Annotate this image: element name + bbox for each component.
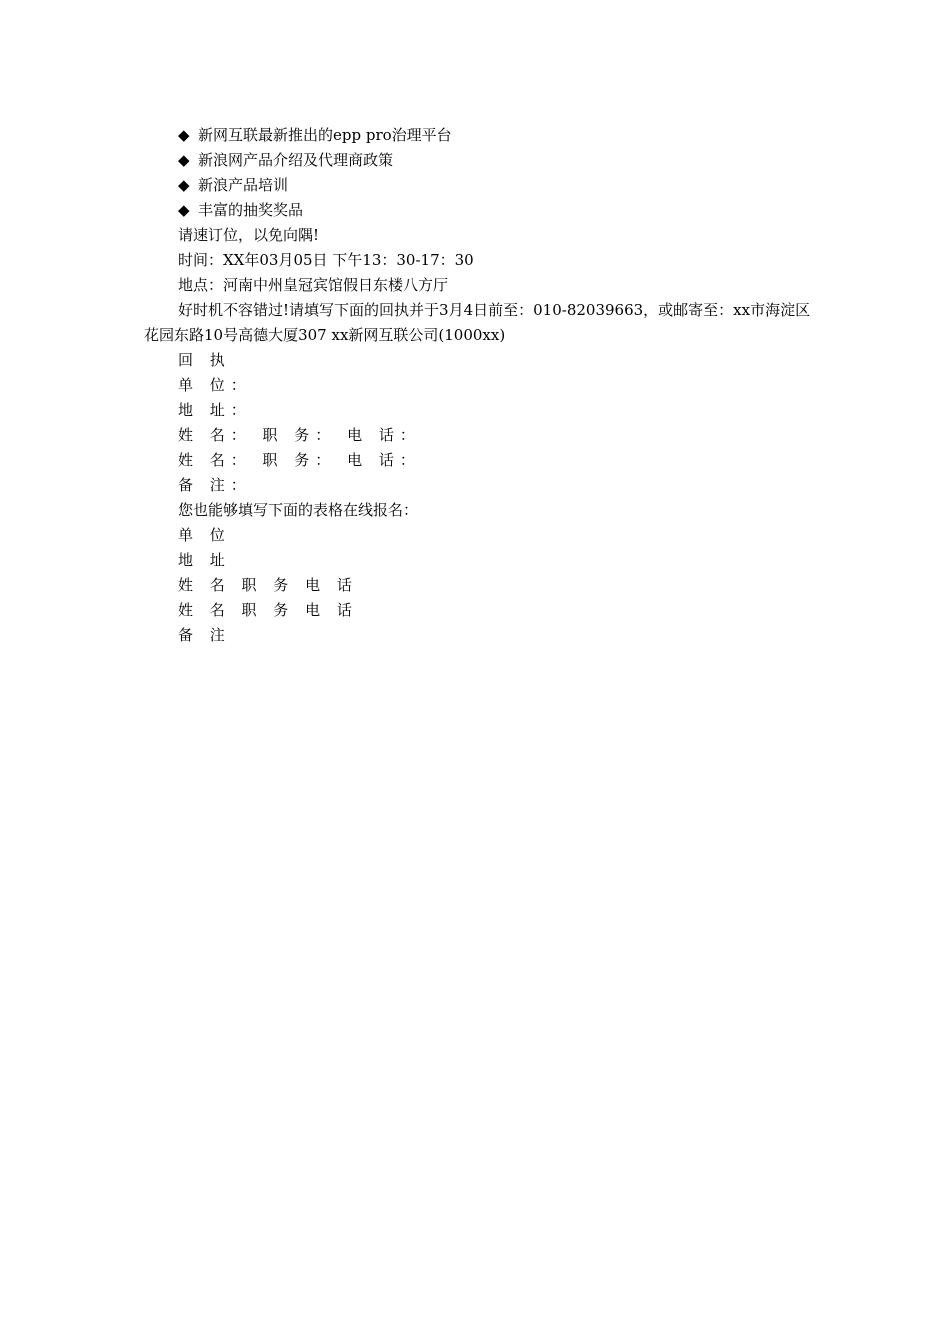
reply-form-title: 回 执: [178, 351, 231, 369]
bullet-text: 新网互联最新推出的epp pro治理平台: [198, 126, 452, 144]
online-remarks-label: 备 注: [178, 626, 231, 644]
reply-address-label: 地 址：: [178, 401, 252, 419]
online-unit-label: 单 位: [178, 526, 231, 544]
diamond-bullet-icon: ◆: [178, 201, 190, 219]
diamond-bullet-icon: ◆: [178, 151, 190, 169]
bullet-item: [144, 173, 814, 198]
diamond-bullet-icon: ◆: [178, 176, 190, 194]
bullet-item: [144, 198, 814, 223]
bullet-text: 新浪产品培训: [198, 176, 289, 194]
book-now-text: 请速订位，以免向隅!: [178, 226, 320, 244]
event-time: 时间：XX年03月05日 下午13：30-17：30: [178, 251, 474, 269]
document-page: [144, 123, 814, 648]
bullet-item: [144, 148, 814, 173]
bullet-item: [144, 123, 814, 148]
instructions-paragraph: 好时机不容错过!请填写下面的回执并于3月4日前至：010-82039663，或邮寄至：xx市海淀区花园东路10号高德大厦307 xx新网互联公司(1000xx): [144, 301, 811, 344]
bullet-text: 新浪网产品介绍及代理商政策: [198, 151, 394, 169]
reply-person-row: 姓 名： 职 务： 电 话：: [178, 451, 421, 469]
reply-remarks-label: 备 注：: [178, 476, 252, 494]
reply-person-row: 姓 名： 职 务： 电 话：: [178, 426, 421, 444]
online-person-row: 姓 名 职 务 电 话: [178, 601, 358, 619]
reply-unit-label: 单 位：: [178, 376, 252, 394]
diamond-bullet-icon: ◆: [178, 126, 190, 144]
online-form-intro: 您也能够填写下面的表格在线报名：: [178, 501, 419, 519]
online-address-label: 地 址: [178, 551, 231, 569]
online-person-row: 姓 名 职 务 电 话: [178, 576, 358, 594]
event-place: 地点：河南中州皇冠宾馆假日东楼八方厅: [178, 276, 449, 294]
bullet-text: 丰富的抽奖奖品: [198, 201, 304, 219]
